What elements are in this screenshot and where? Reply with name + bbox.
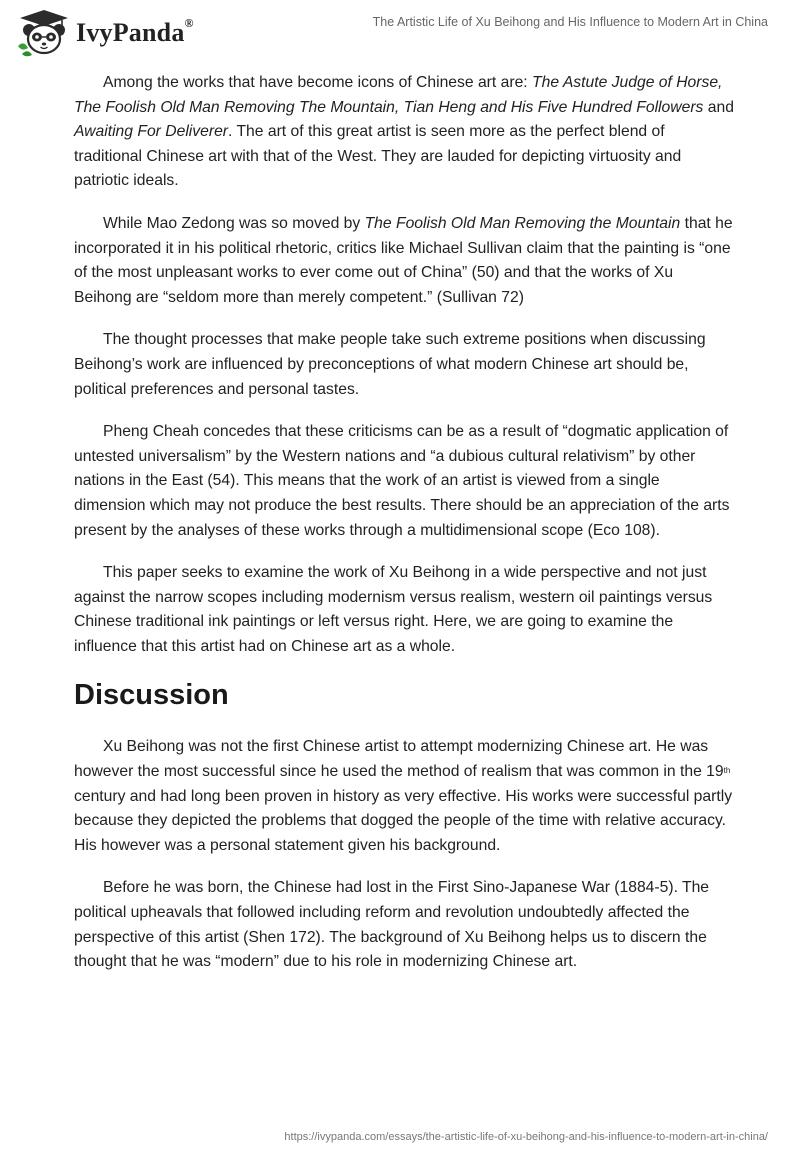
paragraph-5: This paper seeks to examine the work of Xu Beihong in a wide perspective and not just against the narrow scopes including modernism versus realism, western oil paintings versus Chinese traditional ink paintings or left versus right. Here, we are going to examine the influence that this artist had on Chinese art as a whole. [74,564,713,655]
paragraph-7: Before he was born, the Chinese had lost in the First Sino-Japanese War (1884-5). The political upheavals that followed including reform and revolution undoubtedly affected the perspective of this artist (Shen 172). The background of Xu Beihong helps us to discern the thought that he was “modern” due to his role in modernizing Chinese art. [74,879,710,971]
page-header [0,0,800,70]
paragraph-2: While Mao Zedong was so moved by The Foolish Old Man Removing the Mountain that he incorporated it in his political rhetoric, critics like Michael Sullivan claim that the painting is “one of the most unpleasant works to ever come out of China” (50) and that the works of Xu Beihong are “seldom more than merely competent.” (Sullivan 72) [74,214,733,306]
footer-url[interactable]: https://ivypanda.com/essays/the-artistic-life-of-xu-beihong-and-his-influence-to-modern-art-in-china/ [284,1131,768,1143]
ivypanda-logo[interactable] [14,8,194,58]
paragraph-1: Among the works that have become icons of Chinese art are: The Astute Judge of Horse, The Foolish Old Man Removing The Mountain, Tian Heng and His Five Hundred Followers and Awaiting For Deliverer. The art of this great artist is seen more as the perfect blend of traditional Chinese art with that of the West. They are lauded for depicting virtuosity and patriotic ideals. [74,74,734,190]
paragraph-4: Pheng Cheah concedes that these criticisms can be as a result of “dogmatic application of untested universalism” by the Western nations and “a dubious cultural relativism” by other nations in the East (54). This means that the work of an artist is viewed from a single dimension which may not produce the best results. There should be an appreciation of the arts present by the analyses of these works through a multidimensional scope (Eco 108). [74,423,730,539]
panda-graduate-icon [14,8,74,58]
section-heading-discussion: Discussion [74,679,229,712]
paragraph-3: The thought processes that make people take such extreme positions when discussing Beihong’s work are influenced by preconceptions of what modern Chinese art should be, political preferences and personal tastes. [74,331,706,398]
document-title: The Artistic Life of Xu Beihong and His Influence to Modern Art in China [372,15,768,29]
paragraph-6: Xu Beihong was not the first Chinese artist to attempt modernizing Chinese art. He was however the most successful since he used the method of realism that was common in the 19th century and had long been proven in history as very effective. His works were successful partly because they depicted the problems that dogged the people of the time with relative accuracy. His however was a personal statement given his background. [74,738,733,854]
article-body [74,71,734,993]
brand-name: IvyPanda® [76,16,194,47]
